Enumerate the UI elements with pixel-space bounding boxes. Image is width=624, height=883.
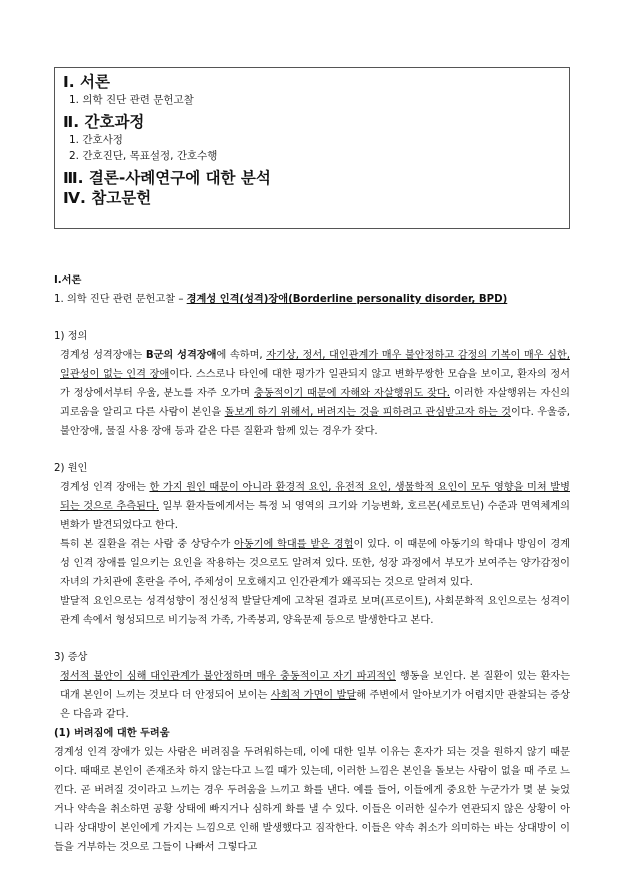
toc-subitem: 1. 의학 진단 관련 문헌고찰 bbox=[69, 94, 194, 106]
definition-heading: 1) 정의 bbox=[54, 331, 88, 342]
text-run-bold: B군의 성격장애 bbox=[145, 350, 217, 361]
toc-heading-1: Ⅰ. 서론 bbox=[63, 73, 110, 91]
subsection-topic: 경계성 인격(성격)장애(Borderline personality disorder, BPD) bbox=[186, 294, 508, 305]
text-run: 행동을 보인다. 본 질환이 있는 환자는 대개 본인이 느끼는 것보다 더 안정되어 보이는 bbox=[60, 671, 570, 701]
text-run: 이 있다. 이 때문에 아동기의 학대나 방임이 경계성 인격 장애를 일으키는 요인을 작용하는 것으로도 알려져 있다. 또한, 성장 과정에서 부모가 보여주는 양가감정이 자녀의 가치관에 혼란을 주어, 주체성이 모호해지고 인간관계가 왜곡되는 것으로 알려져 있다. bbox=[60, 539, 570, 588]
cause-heading: 2) 원인 bbox=[54, 463, 88, 474]
section-title: Ⅰ.서론 bbox=[54, 275, 82, 286]
text-run-underlined: 돌보게 하기 위해서, 버려지는 것을 피하려고 관심받고자 하는 것 bbox=[224, 407, 511, 418]
symptom-item-heading: (1) 버려짐에 대한 두려움 bbox=[54, 728, 170, 739]
subsection-prefix: 1. 의학 진단 관련 문헌고찰 – bbox=[54, 294, 187, 305]
document-body bbox=[54, 271, 570, 857]
text-run-underlined: 한 가지 원인 때문이 아니라 환경적 요인, 유전적 요인, 생물학적 요인이 모두 영향을 미쳐 발병되는 것으로 추측된다. bbox=[60, 482, 570, 512]
text-run: 에 속하며, bbox=[216, 350, 267, 361]
text-run-underlined: 자기상, 정서, 대인관계가 매우 불안정하고 감정의 기복이 매우 심한, 일관성이 없는 인격 장애 bbox=[60, 350, 570, 380]
text-run: 해 주변에서 알아보기가 어렵지만 관찰되는 증상은 다음과 같다. bbox=[60, 690, 570, 720]
text-run-underlined: 아동기에 학대를 받은 경험 bbox=[233, 539, 354, 550]
symptoms-heading: 3) 증상 bbox=[54, 652, 88, 663]
text-run: 특히 본 질환을 겪는 사람 중 상당수가 bbox=[60, 539, 234, 550]
text-run-underlined: 사회적 가면이 발달 bbox=[270, 690, 357, 701]
toc-subitem: 2. 간호진단, 목표설정, 간호수행 bbox=[69, 150, 218, 162]
cause-paragraph-1 bbox=[54, 478, 570, 535]
text-run: 이다. 우울증, 불안장애, 물질 사용 장애 등과 같은 다른 질환과 함께 있는 경우가 잦다. bbox=[60, 407, 571, 437]
table-of-contents bbox=[54, 67, 570, 229]
definition-paragraph bbox=[54, 346, 570, 441]
text-run: 경계성 인격 장애는 bbox=[60, 482, 150, 493]
toc-subitem: 1. 간호사정 bbox=[69, 134, 123, 146]
cause-paragraph-3: 발달적 요인으로는 성격성향이 정신성적 발달단계에 고착된 결과로 보며(프로이트), 사회문화적 요인으로는 성격이 관계 속에서 형성되므로 비기능적 가족, 가족붕괴, 양육문제 등으로 발생한다고 본다. bbox=[60, 596, 570, 626]
toc-heading-2: Ⅱ. 간호과정 bbox=[63, 113, 145, 131]
text-run-underlined: 정서적 불안이 심해 대인관계가 불안정하며 매우 충동적이고 자기 파괴적인 bbox=[60, 671, 396, 682]
text-run-underlined: 충동적이기 때문에 자해와 자살행위도 잦다. bbox=[254, 388, 451, 399]
cause-paragraph-2 bbox=[54, 535, 570, 592]
toc-heading-3: Ⅲ. 결론-사례연구에 대한 분석 bbox=[63, 169, 271, 187]
toc-heading-4: Ⅳ. 참고문헌 bbox=[63, 189, 152, 207]
text-run: 일부 환자들에게서는 특정 뇌 영역의 크기와 기능변화, 호르몬(세로토닌) 수준과 면역체계의 변화가 발견되었다고 한다. bbox=[60, 501, 570, 531]
text-run: 이러한 자살행위는 자신의 괴로움을 알리고 다른 사람이 본인을 bbox=[60, 388, 570, 418]
symptom-item-text: 경계성 인격 장애가 있는 사람은 버려짐을 두려워하는데, 이에 대한 일부 이유는 혼자가 되는 것을 원하지 않기 때문이다. 때때로 본인이 존재조차 하지 않는다고 느낄 때가 있는데, 이러한 느낌은 본인을 돌보는 사람이 없을 때 주로 느낀다. 곧 버려질 것이라고 느끼는 경우 두려움을 느끼고 화를 낸다. 예를 들어, 이들에게 중요한 누군가가 몇 분 늦었거나 약속을 취소하면 공황 상태에 빠지거나 심하게 화를 낼 수 있다. 이들은 이러한 실수가 연관되지 않은 상황이 아니라 상대방이 본인에게 가지는 느낌으로 인해 발생했다고 짐작한다. 이들은 약속 취소가 의미하는 바는 상대방이 이들을 거부하는 것으로 그들이 나빠서 그렇다고 bbox=[54, 747, 570, 853]
subsection-title bbox=[54, 290, 570, 309]
text-run: 경계성 성격장애는 bbox=[60, 350, 146, 361]
symptoms-paragraph bbox=[54, 667, 570, 724]
text-run: 이다. 스스로나 타인에 대한 평가가 일관되지 않고 변화무쌍한 모습을 보이고, 환자의 정서가 정상에서부터 우울, 분노를 자주 오가며 bbox=[60, 369, 570, 399]
